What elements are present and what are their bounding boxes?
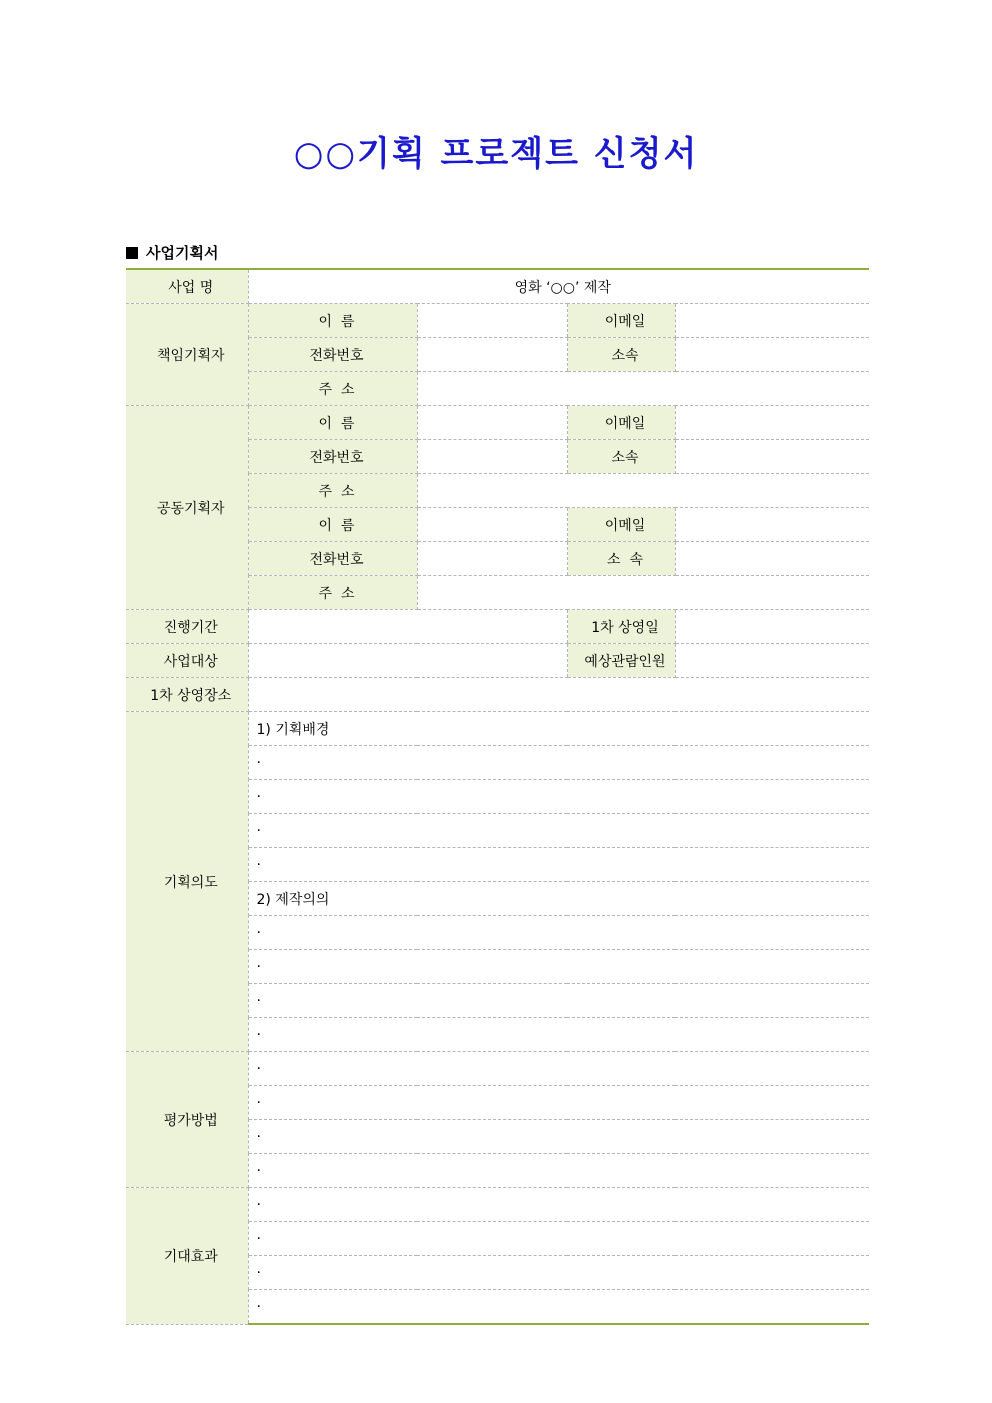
effects-bullet-line[interactable]: · [248,1256,869,1290]
intent-production-title: 2) 제작의의 [248,882,869,916]
lead-phone-label: 전화번호 [248,338,417,372]
lead-affiliation-label: 소속 [567,338,675,372]
section-heading [126,242,218,263]
co1-address-label: 주 소 [248,474,417,508]
co-planner-row-1 [126,406,869,440]
evaluation-row-1 [126,1052,869,1086]
co2-email-label: 이메일 [567,508,675,542]
project-name-label: 사업 명 [126,269,248,304]
square-bullet-icon [126,247,138,259]
period-label: 진행기간 [126,610,248,644]
intent-bullet-line[interactable]: · [248,780,869,814]
co1-name-label: 이 름 [248,406,417,440]
intent-row-1 [126,712,869,746]
co1-phone-label: 전화번호 [248,440,417,474]
lead-address-field[interactable] [417,372,869,406]
evaluation-bullet-line[interactable]: · [248,1154,869,1188]
co1-affiliation-field[interactable] [675,440,869,474]
effects-bullet-line[interactable]: · [248,1222,869,1256]
intent-bullet-line[interactable]: · [248,1018,869,1052]
lead-address-label: 주 소 [248,372,417,406]
venue-field[interactable] [248,678,869,712]
effects-bullet-line[interactable]: · [248,1188,869,1222]
co1-phone-field[interactable] [417,440,567,474]
screening-date-label: 1차 상영일 [567,610,675,644]
co2-name-label: 이 름 [248,508,417,542]
co2-name-field[interactable] [417,508,567,542]
intent-bullet-line[interactable]: · [248,746,869,780]
lead-email-label: 이메일 [567,304,675,338]
project-name-row [126,269,869,304]
period-row [126,610,869,644]
co1-email-field[interactable] [675,406,869,440]
co1-name-field[interactable] [417,406,567,440]
lead-planner-row-1 [126,304,869,338]
target-field[interactable] [248,644,567,678]
effects-row-1 [126,1188,869,1222]
intent-bullet-line[interactable]: · [248,814,869,848]
co1-address-field[interactable] [417,474,869,508]
intent-background-title: 1) 기획배경 [248,712,869,746]
co1-email-label: 이메일 [567,406,675,440]
screening-date-field[interactable] [675,610,869,644]
lead-name-field[interactable] [417,304,567,338]
co2-phone-field[interactable] [417,542,567,576]
lead-email-field[interactable] [675,304,869,338]
co2-email-field[interactable] [675,508,869,542]
section-label: 사업기획서 [146,244,219,262]
intent-label: 기획의도 [126,712,248,1052]
lead-name-label: 이 름 [248,304,417,338]
venue-label: 1차 상영장소 [126,678,248,712]
evaluation-bullet-line[interactable]: · [248,1052,869,1086]
co2-address-label: 주 소 [248,576,417,610]
intent-bullet-line[interactable]: · [248,916,869,950]
co2-affiliation-field[interactable] [675,542,869,576]
intent-bullet-line[interactable]: · [248,950,869,984]
evaluation-bullet-line[interactable]: · [248,1086,869,1120]
venue-row [126,678,869,712]
lead-planner-label: 책임기획자 [126,304,248,406]
project-name-value[interactable]: 영화 ‘○○’ 제작 [248,269,869,304]
evaluation-label: 평가방법 [126,1052,248,1188]
effects-bullet-line[interactable]: · [248,1290,869,1325]
document-title: ○○기획 프로젝트 신청서 [293,134,699,174]
co-planner-label: 공동기획자 [126,406,248,610]
intent-bullet-line[interactable]: · [248,848,869,882]
lead-affiliation-field[interactable] [675,338,869,372]
period-field[interactable] [248,610,567,644]
co2-phone-label: 전화번호 [248,542,417,576]
effects-label: 기대효과 [126,1188,248,1325]
application-form-table [126,268,869,1325]
intent-bullet-line[interactable]: · [248,984,869,1018]
audience-field[interactable] [675,644,869,678]
co1-affiliation-label: 소속 [567,440,675,474]
audience-label: 예상관람인원 [567,644,675,678]
target-label: 사업대상 [126,644,248,678]
target-row [126,644,869,678]
lead-phone-field[interactable] [417,338,567,372]
co2-address-field[interactable] [417,576,869,610]
co2-affiliation-label: 소 속 [567,542,675,576]
evaluation-bullet-line[interactable]: · [248,1120,869,1154]
